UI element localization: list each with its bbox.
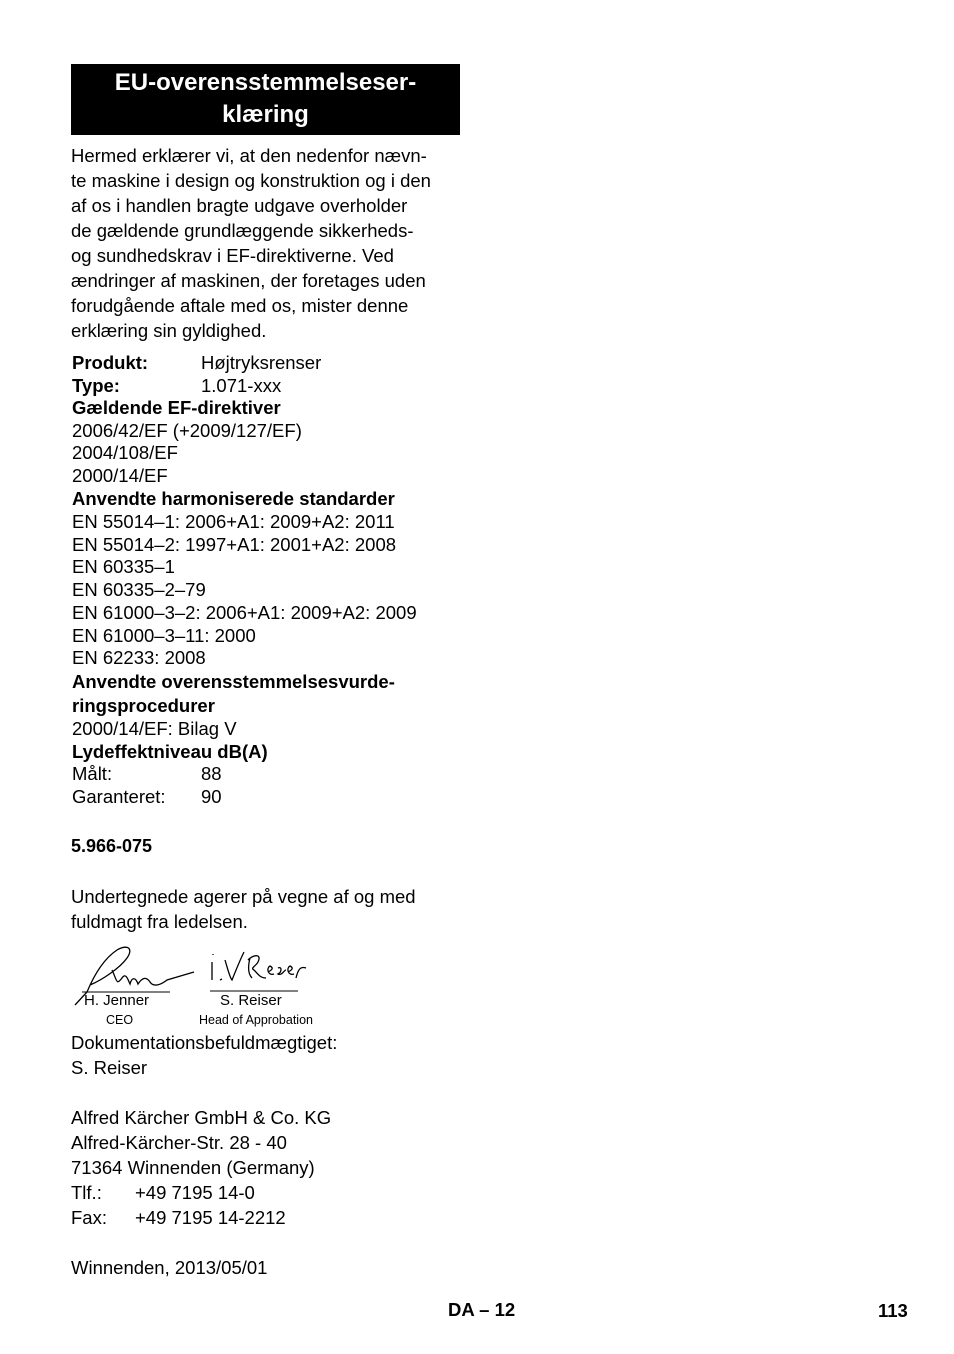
signature-role-reiser: Head of Approbation <box>199 1013 313 1027</box>
directive-item: 2006/42/EF (+2009/127/EF) <box>72 420 302 441</box>
guaranteed-label: Garanteret: <box>72 786 166 807</box>
standard-item: EN 60335–1 <box>72 556 175 577</box>
company-name: Alfred Kärcher GmbH & Co. KG <box>71 1107 332 1128</box>
intro-line: ændringer af maskinen, der foretages uden <box>71 270 426 291</box>
procedures-value: 2000/14/EF: Bilag V <box>72 718 237 739</box>
signatory-text-line: fuldmagt fra ledelsen. <box>71 911 248 932</box>
standard-item: EN 55014–1: 2006+A1: 2009+A2: 2011 <box>72 511 395 532</box>
title-line-2: klæring <box>222 101 309 128</box>
product-label: Produkt: <box>72 352 149 373</box>
documentation-label: Dokumentationsbefuldmægtiget: <box>71 1032 338 1053</box>
measured-label: Målt: <box>72 763 113 784</box>
directives-heading: Gældende EF-direktiver <box>72 397 281 418</box>
guaranteed-value: 90 <box>201 786 222 807</box>
standard-item: EN 62233: 2008 <box>72 647 206 668</box>
signature-role-jenner: CEO <box>106 1013 134 1027</box>
reiser-signature-stroke <box>212 952 306 980</box>
product-value: Højtryksrenser <box>201 352 322 373</box>
directive-item: 2000/14/EF <box>72 465 168 486</box>
standard-item: EN 55014–2: 1997+A1: 2001+A2: 2008 <box>72 534 397 555</box>
intro-line: og sundhedskrav i EF-direktiverne. Ved <box>71 245 394 266</box>
standard-item: EN 60335–2–79 <box>72 579 206 600</box>
signature-name-jenner: H. Jenner <box>84 992 150 1009</box>
document-number: 5.966-075 <box>71 836 153 856</box>
title-line-1: EU-overensstemmelseser- <box>114 69 417 96</box>
type-label: Type: <box>72 375 120 396</box>
standard-item: EN 61000–3–11: 2000 <box>72 625 256 646</box>
measured-value: 88 <box>201 763 222 784</box>
phone-label: Tlf.: <box>71 1182 102 1203</box>
page-title <box>71 64 460 135</box>
signature-name-reiser: S. Reiser <box>220 992 282 1009</box>
intro-line: forudgående aftale med os, mister denne <box>71 295 409 316</box>
intro-line: af os i handlen bragte udgave overholder <box>71 195 408 216</box>
place-date: Winnenden, 2013/05/01 <box>71 1257 268 1278</box>
documentation-name: S. Reiser <box>71 1057 148 1078</box>
standard-item: EN 61000–3–2: 2006+A1: 2009+A2: 2009 <box>72 602 417 623</box>
procedures-heading: Anvendte overensstemmelsesvurde- <box>72 671 395 692</box>
phone-value: +49 7195 14-0 <box>135 1182 255 1203</box>
company-street: Alfred-Kärcher-Str. 28 - 40 <box>71 1132 287 1153</box>
intro-line: te maskine i design og konstruktion og i den <box>71 170 431 191</box>
intro-line: de gældende grundlæggende sikkerheds- <box>71 220 414 241</box>
standards-heading: Anvendte harmoniserede standarder <box>72 488 395 509</box>
section-page-label: DA – 12 <box>448 1299 516 1320</box>
fax-label: Fax: <box>71 1207 107 1228</box>
intro-line: erklæring sin gyldighed. <box>71 320 267 341</box>
fax-value: +49 7195 14-2212 <box>135 1207 286 1228</box>
company-city: 71364 Winnenden (Germany) <box>71 1157 315 1178</box>
procedures-heading-cont: ringsprocedurer <box>72 695 215 716</box>
intro-line: Hermed erklærer vi, at den nedenfor nævn- <box>71 145 427 166</box>
signatory-text-line: Undertegnede agerer på vegne af og med <box>71 886 416 907</box>
page-number: 113 <box>878 1300 908 1321</box>
directive-item: 2004/108/EF <box>72 442 178 463</box>
type-value: 1.071-xxx <box>201 375 282 396</box>
sound-heading: Lydeffektniveau dB(A) <box>72 741 268 762</box>
